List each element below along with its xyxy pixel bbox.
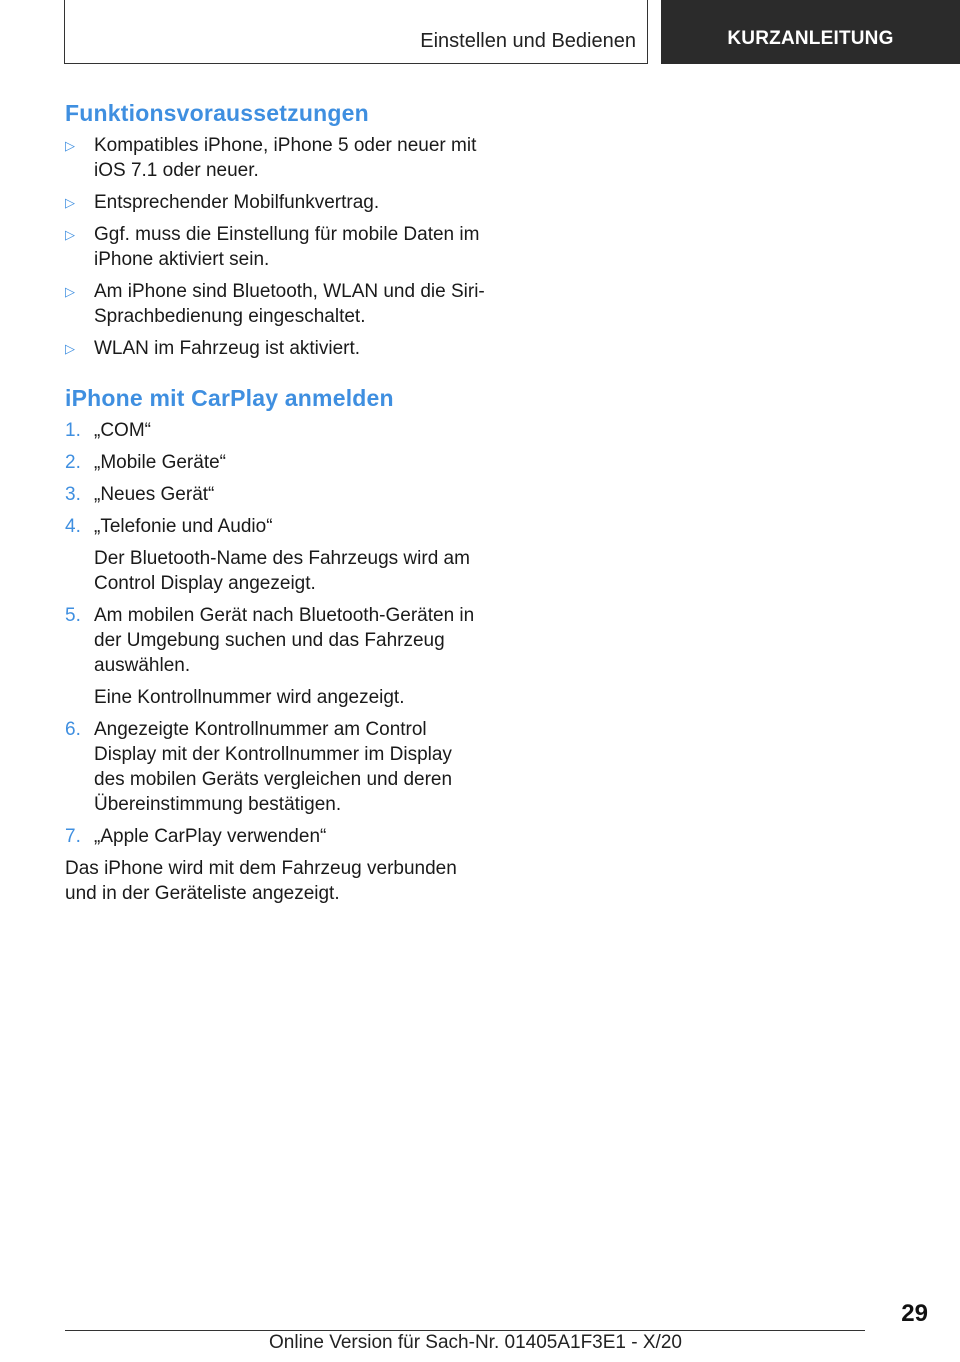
list-item: ▷ Ggf. muss die Einstellung für mobile Daten im iPhone aktiviert sein. <box>65 224 480 270</box>
step-number: 3. <box>65 484 81 505</box>
requirements-list <box>65 133 485 361</box>
header-chapter-tab: KURZANLEITUNG <box>661 0 960 64</box>
step-number: 2. <box>65 452 81 473</box>
triangle-bullet-icon: ▷ <box>65 284 75 299</box>
page-number: 29 <box>901 1300 928 1327</box>
step-number: 1. <box>65 420 81 441</box>
main-content <box>65 100 485 906</box>
footer-divider <box>65 1330 865 1331</box>
section-title: Funktionsvoraussetzungen <box>65 100 369 126</box>
section-carplay-login <box>65 385 485 906</box>
list-item: ▷ Kompatibles iPhone, iPhone 5 oder neuer mit iOS 7.1 oder neuer. <box>65 135 477 181</box>
header-section-title: Einstellen und Bedienen <box>420 30 636 52</box>
step-number: 7. <box>65 826 81 847</box>
section-requirements <box>65 100 485 361</box>
step-item: 1. „COM“ <box>65 420 151 441</box>
triangle-bullet-icon: ▷ <box>65 138 75 153</box>
step-number: 6. <box>65 719 81 740</box>
step-item: 5. Am mobilen Gerät nach Bluetooth-Geräten in der Umgebung suchen und das Fahrzeug auswählen. Eine Kontrollnummer wird angezeigt. <box>65 603 485 710</box>
step-note: Der Bluetooth-Name des Fahrzeugs wird am Control Display angezeigt. <box>94 548 470 594</box>
list-item: ▷ Entsprechender Mobilfunkvertrag. <box>65 192 380 213</box>
footer-text: Online Version für Sach-Nr. 01405A1F3E1 - X/20 <box>269 1332 682 1353</box>
step-note: Eine Kontrollnummer wird angezeigt. <box>94 687 405 708</box>
triangle-bullet-icon: ▷ <box>65 195 75 210</box>
step-item: 2. „Mobile Geräte“ <box>65 452 226 473</box>
closing-paragraph: Das iPhone wird mit dem Fahrzeug verbunden und in der Geräteliste angezeigt. <box>65 858 457 904</box>
section-title: iPhone mit CarPlay anmelden <box>65 385 394 411</box>
step-item: 3. „Neues Gerät“ <box>65 484 215 505</box>
steps-list <box>65 418 485 849</box>
step-number: 4. <box>65 516 81 537</box>
triangle-bullet-icon: ▷ <box>65 341 75 356</box>
list-item: ▷ Am iPhone sind Bluetooth, WLAN und die Siri-Sprachbedienung eingeschaltet. <box>65 281 485 327</box>
step-item: 7. „Apple CarPlay verwenden“ <box>65 826 327 847</box>
step-item: 4. „Telefonie und Audio“ Der Bluetooth-Name des Fahrzeugs wird am Control Display angezeigt. <box>65 514 485 596</box>
triangle-bullet-icon: ▷ <box>65 227 75 242</box>
step-item: 6. Angezeigte Kontrollnummer am Control Display mit der Kontrollnummer im Display des mobilen Geräts vergleichen und deren Übereinstimmung bestätigen. <box>65 719 453 815</box>
list-item: ▷ WLAN im Fahrzeug ist aktiviert. <box>65 338 361 359</box>
step-number: 5. <box>65 605 81 626</box>
